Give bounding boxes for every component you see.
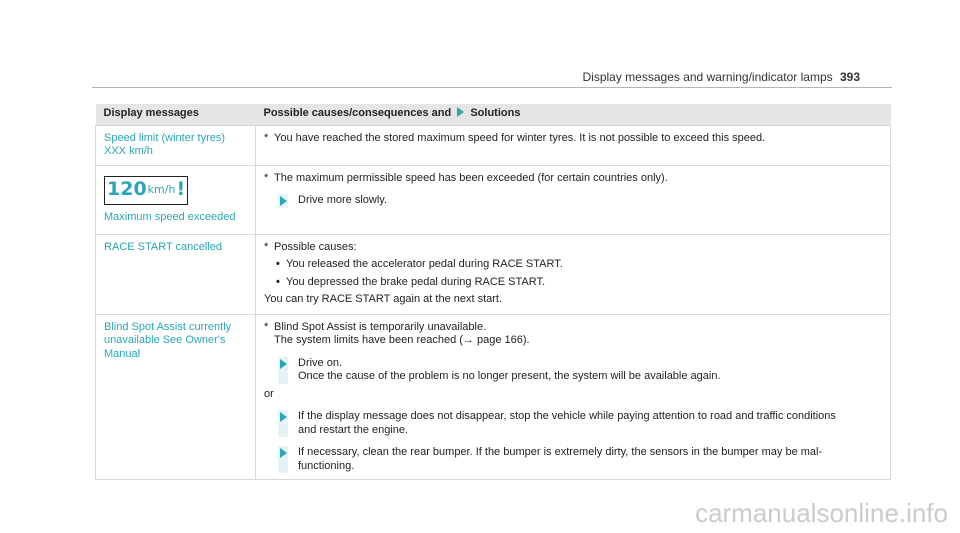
header-divider xyxy=(92,87,892,88)
triangle-right-icon xyxy=(280,359,287,369)
cause-cell: * You have reached the stored maximum speed for winter tyres. It is not possible to exceed this speed. xyxy=(256,125,891,165)
table-row xyxy=(96,165,891,234)
col-header-messages: Display messages xyxy=(96,104,256,125)
message-cell: 120 km/h ! Maximum speed exceeded xyxy=(96,165,256,234)
cause-cell: * Blind Spot Assist is temporarily unavailable. The system limits have been reached (→ page 166). Drive on. Once the cause of the problem is no longer present, the system will be available again. or If the display message does not disappear, stop the vehicle while paying attention to road and traffic conditions and restart the engine. If necessary, clean the rear bumper. If the bumper is extremely dirty, the sensors in the bumper may be mal- functioning. xyxy=(256,314,891,480)
solution-step: Drive on. Once the cause of the problem is no longer present, the system will be available again. xyxy=(264,357,882,384)
solution-step: Drive more slowly. xyxy=(264,194,882,208)
list-item: • You depressed the brake pedal during RACE START. xyxy=(276,275,546,288)
col-header-causes: Possible causes/consequences and Solutions xyxy=(256,104,891,125)
triangle-right-icon xyxy=(280,448,287,458)
list-item: • You released the accelerator pedal during RACE START. xyxy=(276,258,563,270)
page-number: 393 xyxy=(839,70,860,84)
header-title: Display messages and warning/indicator lamps xyxy=(582,70,833,84)
page-header xyxy=(583,70,861,84)
triangle-right-icon xyxy=(280,412,287,422)
table-header-row xyxy=(96,104,891,125)
cause-cell: * The maximum permissible speed has been exceeded (for certain countries only). Drive more slowly. xyxy=(256,165,891,234)
table-row xyxy=(96,234,891,314)
table-row xyxy=(96,314,891,480)
table-row xyxy=(96,125,891,165)
message-cell: Speed limit (winter tyres) XXX km/h xyxy=(96,125,256,165)
message-cell: RACE START cancelled xyxy=(96,234,256,314)
solution-step: If the display message does not disappear, stop the vehicle while paying attention to road and traffic conditions and restart the engine. xyxy=(264,410,882,437)
display-messages-table xyxy=(95,104,891,480)
triangle-right-icon xyxy=(280,196,287,206)
cause-cell: * Possible causes: • You released the accelerator pedal during RACE START. • You depressed the brake pedal during RACE START. You can try RACE START again at the next start. xyxy=(256,234,891,314)
message-cell: Blind Spot Assist currently unavailable See Owner's Manual xyxy=(96,314,256,480)
speed-limit-icon: 120 km/h ! xyxy=(104,176,188,205)
solution-step: If necessary, clean the rear bumper. If the bumper is extremely dirty, the sensors in the bumper may be mal- functioning. xyxy=(264,446,882,473)
triangle-right-icon xyxy=(457,107,464,117)
watermark: carmanualsonline.info xyxy=(695,498,948,528)
